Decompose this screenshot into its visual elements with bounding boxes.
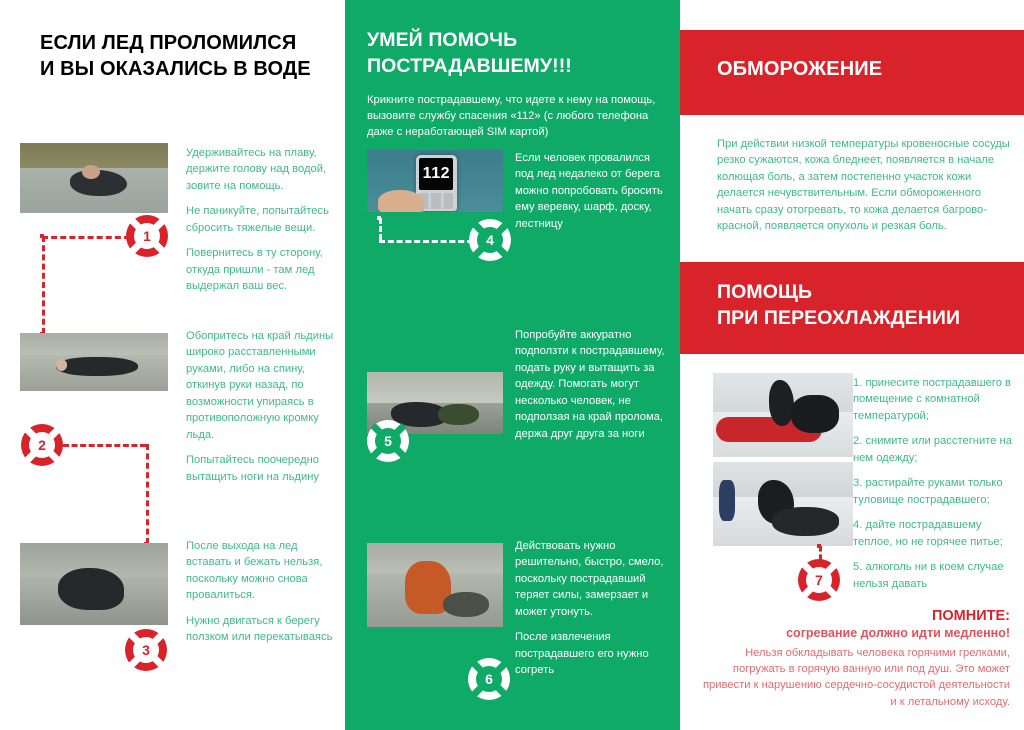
middle-header-line1: УМЕЙ ПОМОЧЬ	[367, 29, 518, 51]
middle-step-6-text	[515, 538, 665, 679]
middle-header-intro: Крикните пострадавшему, что идете к нему на помощь, вызовите службу спасения «112» (с любого телефона даже с неработающей SIM картой)	[367, 93, 656, 139]
step-badge-2-number: 2	[38, 437, 46, 453]
aid-step-2: 2. снимите или расстегните на нем одежду;	[853, 435, 1012, 464]
middle-step-6-p2: После извлечения пострадавшего его нужно согреть	[515, 631, 649, 677]
middle-header-line2: ПОСТРАДАВШЕМУ!!!	[367, 54, 572, 77]
photo-sky	[367, 372, 503, 404]
middle-step-6-p1: Действовать нужно решительно, быстро, смело, поскольку пострадавший теряет силы, замерзает и может утонуть.	[515, 540, 664, 618]
step-badge-7	[798, 559, 840, 601]
step-badge-1-number: 1	[143, 228, 151, 244]
photo-hand	[378, 190, 424, 212]
connector-dash-2v	[146, 444, 149, 544]
step-badge-5	[367, 420, 409, 462]
left-column	[0, 0, 345, 730]
frostbite-banner-title: ОБМОРОЖЕНИЕ	[717, 58, 883, 80]
phone-screen-number: 112	[419, 158, 453, 190]
step-badge-6	[468, 658, 510, 700]
photo-figure-secondary	[443, 592, 489, 617]
left-banner-line1: ЕСЛИ ЛЕД ПРОЛОМИЛСЯ	[40, 32, 297, 54]
step-badge-3-number: 3	[142, 642, 150, 658]
remember-block	[700, 608, 1010, 710]
left-step-1-text	[186, 145, 334, 295]
step-badge-6-number: 6	[485, 671, 493, 687]
left-step-1-p2: Не паникуйте, попытайтесь сбросить тяжелые вещи.	[186, 205, 329, 234]
aid-step-1: 1. принесите пострадавшего в помещение с комнатной температурой;	[853, 377, 1011, 422]
left-banner-line2: И ВЫ ОКАЗАЛИСЬ В ВОДЕ	[40, 58, 311, 81]
connector-dash-2h	[63, 444, 146, 447]
middle-step-5-text	[515, 327, 667, 442]
aid-step-3: 3. растирайте руками только туловище пострадавшего;	[853, 477, 1003, 506]
middle-step-5-p1: Попробуйте аккуратно подползти к пострадавшему, подать руку и вытащить за одежду. Помогать могут несколько человек, не подползая на край пролома, держа друг друга за ноги	[515, 329, 665, 440]
middle-column	[345, 0, 680, 730]
photo-phone-112	[367, 150, 503, 212]
left-step-3-text	[186, 538, 334, 646]
step-badge-1	[126, 215, 168, 257]
photo-man-in-water	[20, 143, 168, 213]
photo-figure	[56, 357, 139, 376]
step-badge-3	[125, 629, 167, 671]
left-step-2-p2: Попытайтесь поочередно вытащить ноги на льдину	[186, 454, 320, 483]
photo-figure-secondary	[791, 395, 839, 434]
hypothermia-banner-line1: ПОМОЩЬ	[717, 281, 813, 303]
photo-sky	[20, 333, 168, 356]
left-step-3-p1: После выхода на лед вставать и бежать нельзя, поскольку можно снова провалиться.	[186, 540, 323, 602]
left-step-3-p2: Нужно двигаться к берегу ползком или перекатываясь	[186, 614, 333, 644]
remember-title: ПОМНИТЕ:	[931, 608, 1010, 624]
frostbite-banner	[680, 30, 1024, 115]
step-badge-4-number: 4	[486, 232, 494, 248]
photo-figure-secondary	[772, 507, 839, 536]
photo-person-on-ice	[20, 543, 168, 625]
middle-header	[367, 28, 667, 141]
left-step-2-text	[186, 328, 334, 485]
middle-step-4-p1: Если человек провалился под лед недалеко от берега можно попробовать бросить ему веревку, шарф, доску, лестницу	[515, 152, 663, 230]
middle-step-4-text	[515, 150, 665, 232]
remember-body: Нельзя обкладывать человека горячими грелками, погружать в горячую ванную или под душ. Это может привести к нарушению сердечно-сосудистой деятельности и к летальному исходу.	[702, 647, 1010, 708]
connector-dot-7	[817, 544, 821, 548]
connector-dash-4h	[379, 240, 473, 243]
phone-keypad	[419, 193, 453, 209]
photo-rescuer-orange	[367, 543, 503, 627]
hypothermia-banner	[680, 262, 1024, 354]
hypothermia-aid-list	[853, 375, 1013, 592]
photo-rescue-on-snow	[713, 462, 853, 546]
step-badge-5-number: 5	[384, 433, 392, 449]
left-step-1-p1: Удерживайтесь на плаву, держите голову над водой, зовите на помощь.	[186, 147, 327, 192]
connector-dash-7v	[819, 546, 822, 560]
photo-person-on-back	[20, 333, 168, 391]
photo-figure	[58, 568, 123, 611]
photo-rescue-boat	[713, 373, 853, 457]
step-badge-7-number: 7	[815, 572, 823, 588]
connector-dash-1h	[42, 236, 130, 239]
connector-dot-4a	[377, 216, 381, 220]
photo-figure-tertiary	[719, 480, 736, 520]
aid-step-5: 5. алкоголь ни в коем случае нельзя давать	[853, 561, 1004, 590]
left-step-2-p1: Обопритесь на край льдины широко расставленными руками, либо на спину, откинув руки назад, по возможности упираясь в противоположную кромку льда.	[186, 330, 334, 441]
photo-figure-secondary	[438, 404, 479, 425]
connector-dash-1v	[42, 236, 45, 334]
left-step-1-p3: Повернитесь в ту сторону, откуда пришли - там лед выдержал ваш вес.	[186, 247, 323, 293]
connector-dash-4v	[379, 218, 382, 240]
frostbite-text-block	[717, 136, 1017, 235]
remember-subtitle: согревание должно идти медленно!	[786, 626, 1010, 640]
hypothermia-banner-line2: ПРИ ПЕРЕОХЛАЖДЕНИИ	[717, 306, 961, 329]
right-column	[680, 0, 1024, 730]
aid-step-4: 4. дайте пострадавшему теплое, но не горячее питье;	[853, 519, 1003, 548]
step-badge-4	[469, 219, 511, 261]
left-banner	[0, 0, 385, 145]
frostbite-paragraph: При действии низкой температуры кровеносные сосуды резко сужаются, кожа бледнеет, появляется в начале колющая боль, а затем постепенно участок кожи делается нечувствительным. Если обмороженного начать сразу отогревать, то кожа делается багрово-красной, появляется опухоль и резкая боль.	[717, 138, 1010, 233]
step-badge-2	[21, 424, 63, 466]
